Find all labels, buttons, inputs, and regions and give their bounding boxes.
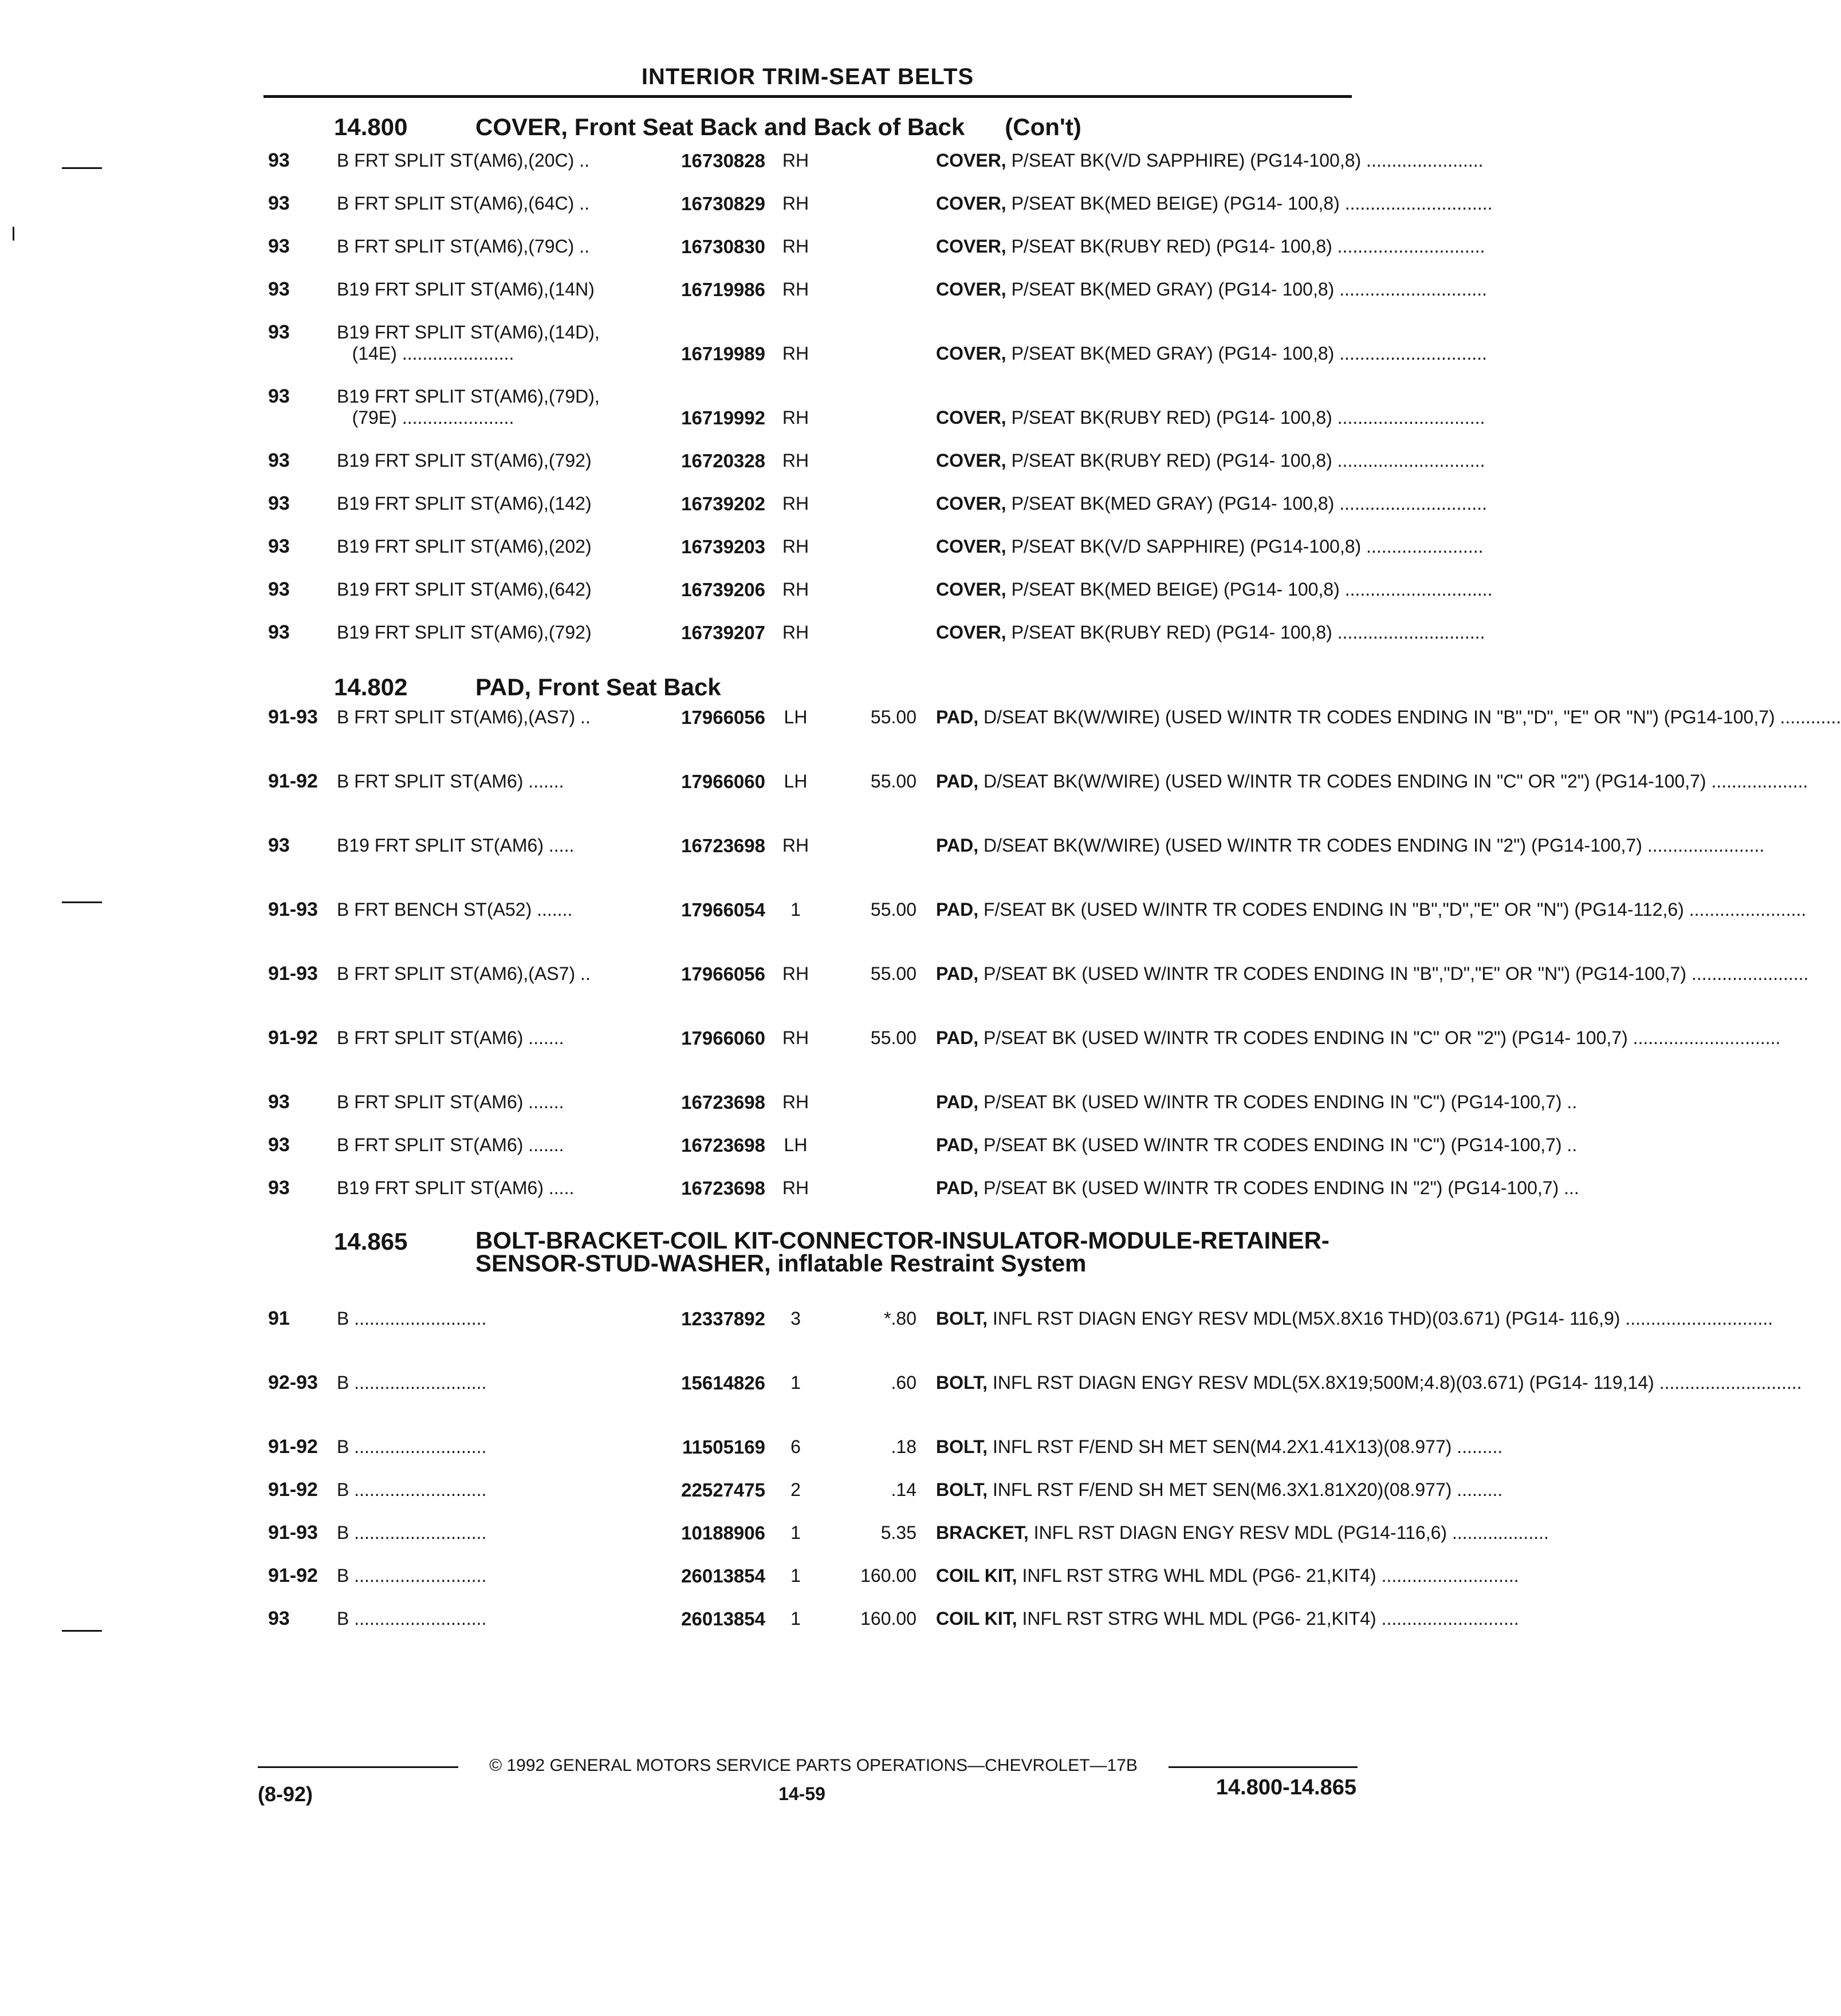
part-description xyxy=(936,622,1485,643)
section-continued: (Con't) xyxy=(1005,113,1081,140)
part-year: 91-92 xyxy=(268,770,318,792)
part-year: 91-93 xyxy=(268,963,318,985)
part-model: B19 FRT SPLIT ST(AM6),(79D), (79E) ...................... xyxy=(337,386,600,428)
part-year: 92-93 xyxy=(268,1372,318,1393)
part-desc-key: BOLT, xyxy=(936,1436,988,1457)
part-model: B19 FRT SPLIT ST(AM6),(792) xyxy=(337,450,592,471)
part-number: 16723698 xyxy=(681,1092,765,1113)
part-model: B FRT SPLIT ST(AM6) ....... xyxy=(337,1027,564,1048)
part-qty: RH xyxy=(782,1027,809,1048)
part-number: 26013854 xyxy=(681,1608,765,1629)
part-desc-key: PAD, xyxy=(936,1092,979,1112)
margin-mark xyxy=(62,1630,102,1632)
part-description xyxy=(936,1092,1578,1113)
footer-date: (8-92) xyxy=(258,1782,313,1806)
part-description xyxy=(936,193,1493,214)
part-description xyxy=(936,407,1485,428)
part-year: 91-92 xyxy=(268,1479,318,1501)
part-desc-rest: P/SEAT BK (USED W/INTR TR CODES ENDING IN "C") (PG14-100,7) .. xyxy=(978,1135,1578,1155)
part-qty: 2 xyxy=(790,1479,801,1500)
part-desc-key: COVER, xyxy=(936,193,1006,214)
part-desc-key: COVER, xyxy=(936,407,1006,428)
part-desc-rest: P/SEAT BK (USED W/INTR TR CODES ENDING IN "C") (PG14-100,7) .. xyxy=(978,1092,1578,1112)
part-model: B FRT BENCH ST(A52) ....... xyxy=(337,899,573,920)
part-model: B FRT SPLIT ST(AM6),(79C) .. xyxy=(337,236,589,257)
part-desc-key: PAD, xyxy=(936,1135,979,1155)
part-desc-rest: INFL RST STRG WHL MDL (PG6- 21,KIT4) ........................... xyxy=(1017,1608,1519,1629)
part-description xyxy=(936,1522,1549,1544)
part-qty: 1 xyxy=(790,1608,801,1629)
part-desc-rest: P/SEAT BK(RUBY RED) (PG14- 100,8) ............................. xyxy=(1006,236,1485,257)
part-description xyxy=(936,579,1493,600)
part-desc-key: COVER, xyxy=(936,279,1006,300)
part-price: 55.00 xyxy=(870,707,916,727)
page-title: INTERIOR TRIM-SEAT BELTS xyxy=(641,64,974,89)
part-qty: RH xyxy=(782,279,809,300)
part-qty: 1 xyxy=(790,1372,801,1393)
part-qty: 1 xyxy=(790,1522,801,1543)
part-price: 160.00 xyxy=(860,1608,916,1629)
part-desc-key: COVER, xyxy=(936,622,1006,643)
part-description xyxy=(936,1565,1519,1586)
part-price: .18 xyxy=(891,1436,916,1457)
part-desc-key: COVER, xyxy=(936,150,1006,171)
part-description xyxy=(936,1135,1578,1156)
part-description xyxy=(936,1372,1802,1393)
part-desc-rest: P/SEAT BK(MED BEIGE) (PG14- 100,8) ............................. xyxy=(1006,193,1493,214)
part-year: 93 xyxy=(268,192,290,214)
part-desc-rest: P/SEAT BK(RUBY RED) (PG14- 100,8) ............................. xyxy=(1006,450,1485,471)
part-number: 17966054 xyxy=(681,899,765,920)
part-qty: RH xyxy=(782,1178,809,1198)
part-year: 93 xyxy=(268,450,290,471)
part-description xyxy=(936,279,1488,300)
part-desc-key: COVER, xyxy=(936,450,1006,471)
part-year: 91-93 xyxy=(268,899,318,920)
part-number: 16723698 xyxy=(681,835,765,856)
part-model: B FRT SPLIT ST(AM6) ....... xyxy=(337,1092,564,1112)
part-model: B .......................... xyxy=(337,1436,487,1457)
part-model: B .......................... xyxy=(337,1565,487,1586)
part-desc-key: BOLT, xyxy=(936,1479,988,1500)
section-title: PAD, Front Seat Back xyxy=(475,674,721,700)
part-number: 16719989 xyxy=(681,343,765,364)
footer-rule xyxy=(1169,1766,1358,1768)
part-description xyxy=(936,1308,1773,1329)
part-qty: RH xyxy=(782,579,809,600)
part-model: B FRT SPLIT ST(AM6),(AS7) .. xyxy=(337,707,591,727)
part-desc-key: BRACKET, xyxy=(936,1522,1029,1543)
part-year: 93 xyxy=(268,1177,290,1199)
part-description xyxy=(936,1436,1503,1458)
part-number: 16739207 xyxy=(681,622,765,643)
part-desc-rest: INFL RST DIAGN ENGY RESV MDL (PG14-116,6) ................... xyxy=(1028,1522,1549,1543)
part-year: 91-92 xyxy=(268,1436,318,1458)
part-price: 55.00 xyxy=(870,1027,916,1048)
part-qty: LH xyxy=(784,771,808,792)
part-qty: RH xyxy=(782,407,809,428)
part-description xyxy=(936,1027,1781,1049)
part-qty: 1 xyxy=(790,899,801,920)
part-qty: RH xyxy=(782,193,809,214)
part-number: 26013854 xyxy=(681,1565,765,1586)
part-number: 17966056 xyxy=(681,707,765,728)
section-title-text: COVER, Front Seat Back and Back of Back xyxy=(475,113,965,140)
part-qty: RH xyxy=(782,622,809,643)
part-description xyxy=(936,899,1807,920)
part-desc-rest: INFL RST F/END SH MET SEN(M6.3X1.81X20)(08.977) ......... xyxy=(988,1479,1503,1500)
part-number: 16739203 xyxy=(681,536,765,557)
margin-mark xyxy=(62,901,102,903)
part-desc-rest: INFL RST F/END SH MET SEN(M4.2X1.41X13)(08.977) ......... xyxy=(988,1436,1503,1457)
part-qty: RH xyxy=(782,236,809,257)
part-description xyxy=(936,771,1808,792)
part-number: 16723698 xyxy=(681,1135,765,1156)
part-desc-rest: P/SEAT BK(RUBY RED) (PG14- 100,8) ............................. xyxy=(1006,407,1485,428)
part-desc-key: PAD, xyxy=(936,1027,979,1048)
part-desc-key: PAD, xyxy=(936,771,979,792)
part-desc-rest: P/SEAT BK(MED GRAY) (PG14- 100,8) ............................. xyxy=(1006,343,1488,364)
part-price: 55.00 xyxy=(870,771,916,792)
part-desc-key: PAD, xyxy=(936,963,979,984)
part-year: 91-92 xyxy=(268,1565,318,1586)
part-desc-rest: F/SEAT BK (USED W/INTR TR CODES ENDING IN "B","D","E" OR "N") (PG14-112,6) ....................... xyxy=(978,899,1807,920)
part-price: 160.00 xyxy=(860,1565,916,1586)
part-model: B FRT SPLIT ST(AM6),(AS7) .. xyxy=(337,963,591,984)
part-number: 15614826 xyxy=(681,1372,765,1393)
part-qty: RH xyxy=(782,536,809,557)
part-year: 93 xyxy=(268,536,290,557)
part-model: B .......................... xyxy=(337,1308,487,1329)
part-qty: LH xyxy=(784,707,808,727)
part-model: B FRT SPLIT ST(AM6) ....... xyxy=(337,771,564,792)
part-desc-rest: P/SEAT BK (USED W/INTR TR CODES ENDING IN "B","D","E" OR "N") (PG14-100,7) ....................... xyxy=(978,963,1809,984)
part-price: 5.35 xyxy=(880,1522,916,1543)
part-description xyxy=(936,707,1841,728)
part-number: 16739202 xyxy=(681,493,765,514)
part-model: B19 FRT SPLIT ST(AM6),(142) xyxy=(337,493,592,514)
margin-mark xyxy=(13,227,14,241)
part-year: 91-93 xyxy=(268,706,318,728)
part-qty: RH xyxy=(782,493,809,514)
part-desc-rest: P/SEAT BK(MED GRAY) (PG14- 100,8) ............................. xyxy=(1006,493,1488,514)
part-model: B19 FRT SPLIT ST(AM6),(14D), (14E) ...................... xyxy=(337,322,600,364)
section-number: 14.802 xyxy=(334,674,408,700)
part-desc-rest: INFL RST DIAGN ENGY RESV MDL(M5X.8X16 THD)(03.671) (PG14- 116,9) ............................. xyxy=(988,1308,1773,1329)
part-model: B FRT SPLIT ST(AM6),(20C) .. xyxy=(337,150,589,171)
part-desc-key: PAD, xyxy=(936,899,979,920)
part-desc-key: COIL KIT, xyxy=(936,1565,1017,1586)
part-description xyxy=(936,493,1488,514)
part-year: 93 xyxy=(268,834,290,856)
part-description xyxy=(936,963,1809,985)
part-year: 93 xyxy=(268,578,290,600)
section-title xyxy=(475,115,1358,140)
part-price: .14 xyxy=(891,1479,916,1500)
part-year: 91-93 xyxy=(268,1522,318,1544)
part-year: 93 xyxy=(268,621,290,643)
part-desc-key: COVER, xyxy=(936,536,1006,557)
part-desc-key: COVER, xyxy=(936,579,1006,600)
part-desc-rest: P/SEAT BK(V/D SAPPHIRE) (PG14-100,8) ....................... xyxy=(1006,536,1484,557)
part-number: 16719992 xyxy=(681,407,765,428)
part-price: .60 xyxy=(891,1372,916,1393)
part-desc-key: BOLT, xyxy=(936,1372,988,1393)
part-desc-rest: P/SEAT BK (USED W/INTR TR CODES ENDING IN "C" OR "2") (PG14- 100,7) ............................. xyxy=(978,1027,1781,1048)
part-qty: 6 xyxy=(790,1436,801,1457)
footer-section-range: 14.800-14.865 xyxy=(1215,1775,1356,1800)
part-model: B19 FRT SPLIT ST(AM6),(792) xyxy=(337,622,592,643)
part-qty: RH xyxy=(782,963,809,984)
part-description xyxy=(936,1608,1519,1629)
part-desc-key: COVER, xyxy=(936,236,1006,257)
section-number: 14.865 xyxy=(334,1228,408,1255)
part-year: 91-92 xyxy=(268,1027,318,1049)
part-description xyxy=(936,450,1485,471)
part-number: 16719986 xyxy=(681,279,765,300)
part-desc-rest: P/SEAT BK (USED W/INTR TR CODES ENDING IN "2") (PG14-100,7) ... xyxy=(978,1178,1579,1198)
part-desc-key: COIL KIT, xyxy=(936,1608,1017,1629)
part-year: 93 xyxy=(268,1608,290,1629)
part-qty: RH xyxy=(782,1092,809,1112)
part-model: B .......................... xyxy=(337,1372,487,1393)
part-year: 93 xyxy=(268,1091,290,1113)
part-year: 93 xyxy=(268,385,290,407)
part-number: 10188906 xyxy=(681,1522,765,1544)
part-desc-rest: INFL RST DIAGN ENGY RESV MDL(5X.8X19;500M;4.8)(03.671) (PG14- 119,14) ............................ xyxy=(988,1372,1802,1393)
part-qty: 3 xyxy=(790,1308,801,1329)
part-desc-rest: P/SEAT BK(MED BEIGE) (PG14- 100,8) ............................. xyxy=(1006,579,1493,600)
part-year: 93 xyxy=(268,1134,290,1156)
footer-rule xyxy=(258,1766,458,1768)
part-year: 93 xyxy=(268,149,290,171)
part-price: 55.00 xyxy=(870,899,916,920)
part-number: 16739206 xyxy=(681,579,765,600)
part-model: B19 FRT SPLIT ST(AM6),(202) xyxy=(337,536,592,557)
part-desc-key: PAD, xyxy=(936,835,979,856)
part-number: 16730828 xyxy=(681,150,765,171)
part-description xyxy=(936,236,1485,257)
part-desc-rest: INFL RST STRG WHL MDL (PG6- 21,KIT4) ........................... xyxy=(1017,1565,1519,1586)
part-qty: RH xyxy=(782,343,809,364)
part-model: B19 FRT SPLIT ST(AM6),(642) xyxy=(337,579,592,600)
section-title: BOLT-BRACKET-COIL KIT-CONNECTOR-INSULATOR-MODULE-RETAINER-SENSOR-STUD-WASHER, inflatable Restraint System xyxy=(475,1227,1329,1277)
part-desc-rest: P/SEAT BK(MED GRAY) (PG14- 100,8) ............................. xyxy=(1006,279,1488,300)
part-year: 93 xyxy=(268,321,290,343)
part-number: 16720328 xyxy=(681,450,765,471)
part-desc-rest: P/SEAT BK(V/D SAPPHIRE) (PG14-100,8) ....................... xyxy=(1006,150,1484,171)
part-year: 91 xyxy=(268,1308,290,1329)
part-qty: LH xyxy=(784,1135,808,1155)
part-desc-rest: D/SEAT BK(W/WIRE) (USED W/INTR TR CODES ENDING IN "B","D", "E" OR "N") (PG14-100,7) ............ xyxy=(978,707,1841,727)
part-number: 16730830 xyxy=(681,236,765,257)
footer-copyright: © 1992 GENERAL MOTORS SERVICE PARTS OPERATIONS—CHEVROLET—17B xyxy=(489,1756,1138,1775)
part-model: B .......................... xyxy=(337,1479,487,1500)
part-desc-key: PAD, xyxy=(936,707,979,727)
part-description xyxy=(936,343,1488,364)
part-model: B19 FRT SPLIT ST(AM6),(14N) xyxy=(337,279,595,300)
margin-mark xyxy=(62,167,102,169)
part-number: 22527475 xyxy=(681,1479,765,1501)
part-qty: 1 xyxy=(790,1565,801,1586)
part-description xyxy=(936,835,1765,856)
part-desc-rest: D/SEAT BK(W/WIRE) (USED W/INTR TR CODES ENDING IN "2") (PG14-100,7) ....................... xyxy=(978,835,1765,856)
part-description xyxy=(936,536,1484,557)
part-price: 55.00 xyxy=(870,963,916,984)
part-description xyxy=(936,1479,1503,1501)
part-model: B .......................... xyxy=(337,1608,487,1629)
title-rule xyxy=(263,95,1352,98)
part-model: B FRT SPLIT ST(AM6) ....... xyxy=(337,1135,564,1155)
part-number: 16723698 xyxy=(681,1178,765,1199)
part-model: B .......................... xyxy=(337,1522,487,1543)
part-desc-key: COVER, xyxy=(936,493,1006,514)
part-price: *.80 xyxy=(884,1308,916,1329)
part-number: 17966060 xyxy=(681,1027,765,1049)
section-number: 14.800 xyxy=(334,113,408,140)
part-number: 17966060 xyxy=(681,771,765,792)
part-desc-key: PAD, xyxy=(936,1178,979,1198)
part-desc-key: BOLT, xyxy=(936,1308,988,1329)
part-desc-rest: P/SEAT BK(RUBY RED) (PG14- 100,8) ............................. xyxy=(1006,622,1485,643)
part-year: 93 xyxy=(268,235,290,257)
part-model: B FRT SPLIT ST(AM6),(64C) .. xyxy=(337,193,589,214)
part-number: 11505169 xyxy=(682,1436,765,1458)
part-description xyxy=(936,1178,1579,1199)
part-qty: RH xyxy=(782,835,809,856)
part-model: B19 FRT SPLIT ST(AM6) ..... xyxy=(337,835,575,856)
part-desc-rest: D/SEAT BK(W/WIRE) (USED W/INTR TR CODES ENDING IN "C" OR "2") (PG14-100,7) ................... xyxy=(978,771,1808,792)
part-number: 12337892 xyxy=(681,1308,765,1329)
part-qty: RH xyxy=(782,150,809,171)
part-year: 93 xyxy=(268,278,290,300)
part-number: 16730829 xyxy=(681,193,765,214)
part-desc-key: COVER, xyxy=(936,343,1006,364)
part-model: B19 FRT SPLIT ST(AM6) ..... xyxy=(337,1178,575,1198)
part-year: 93 xyxy=(268,493,290,514)
part-description xyxy=(936,150,1484,171)
footer-page-number: 14-59 xyxy=(778,1783,825,1804)
part-qty: RH xyxy=(782,450,809,471)
part-number: 17966056 xyxy=(681,963,765,985)
